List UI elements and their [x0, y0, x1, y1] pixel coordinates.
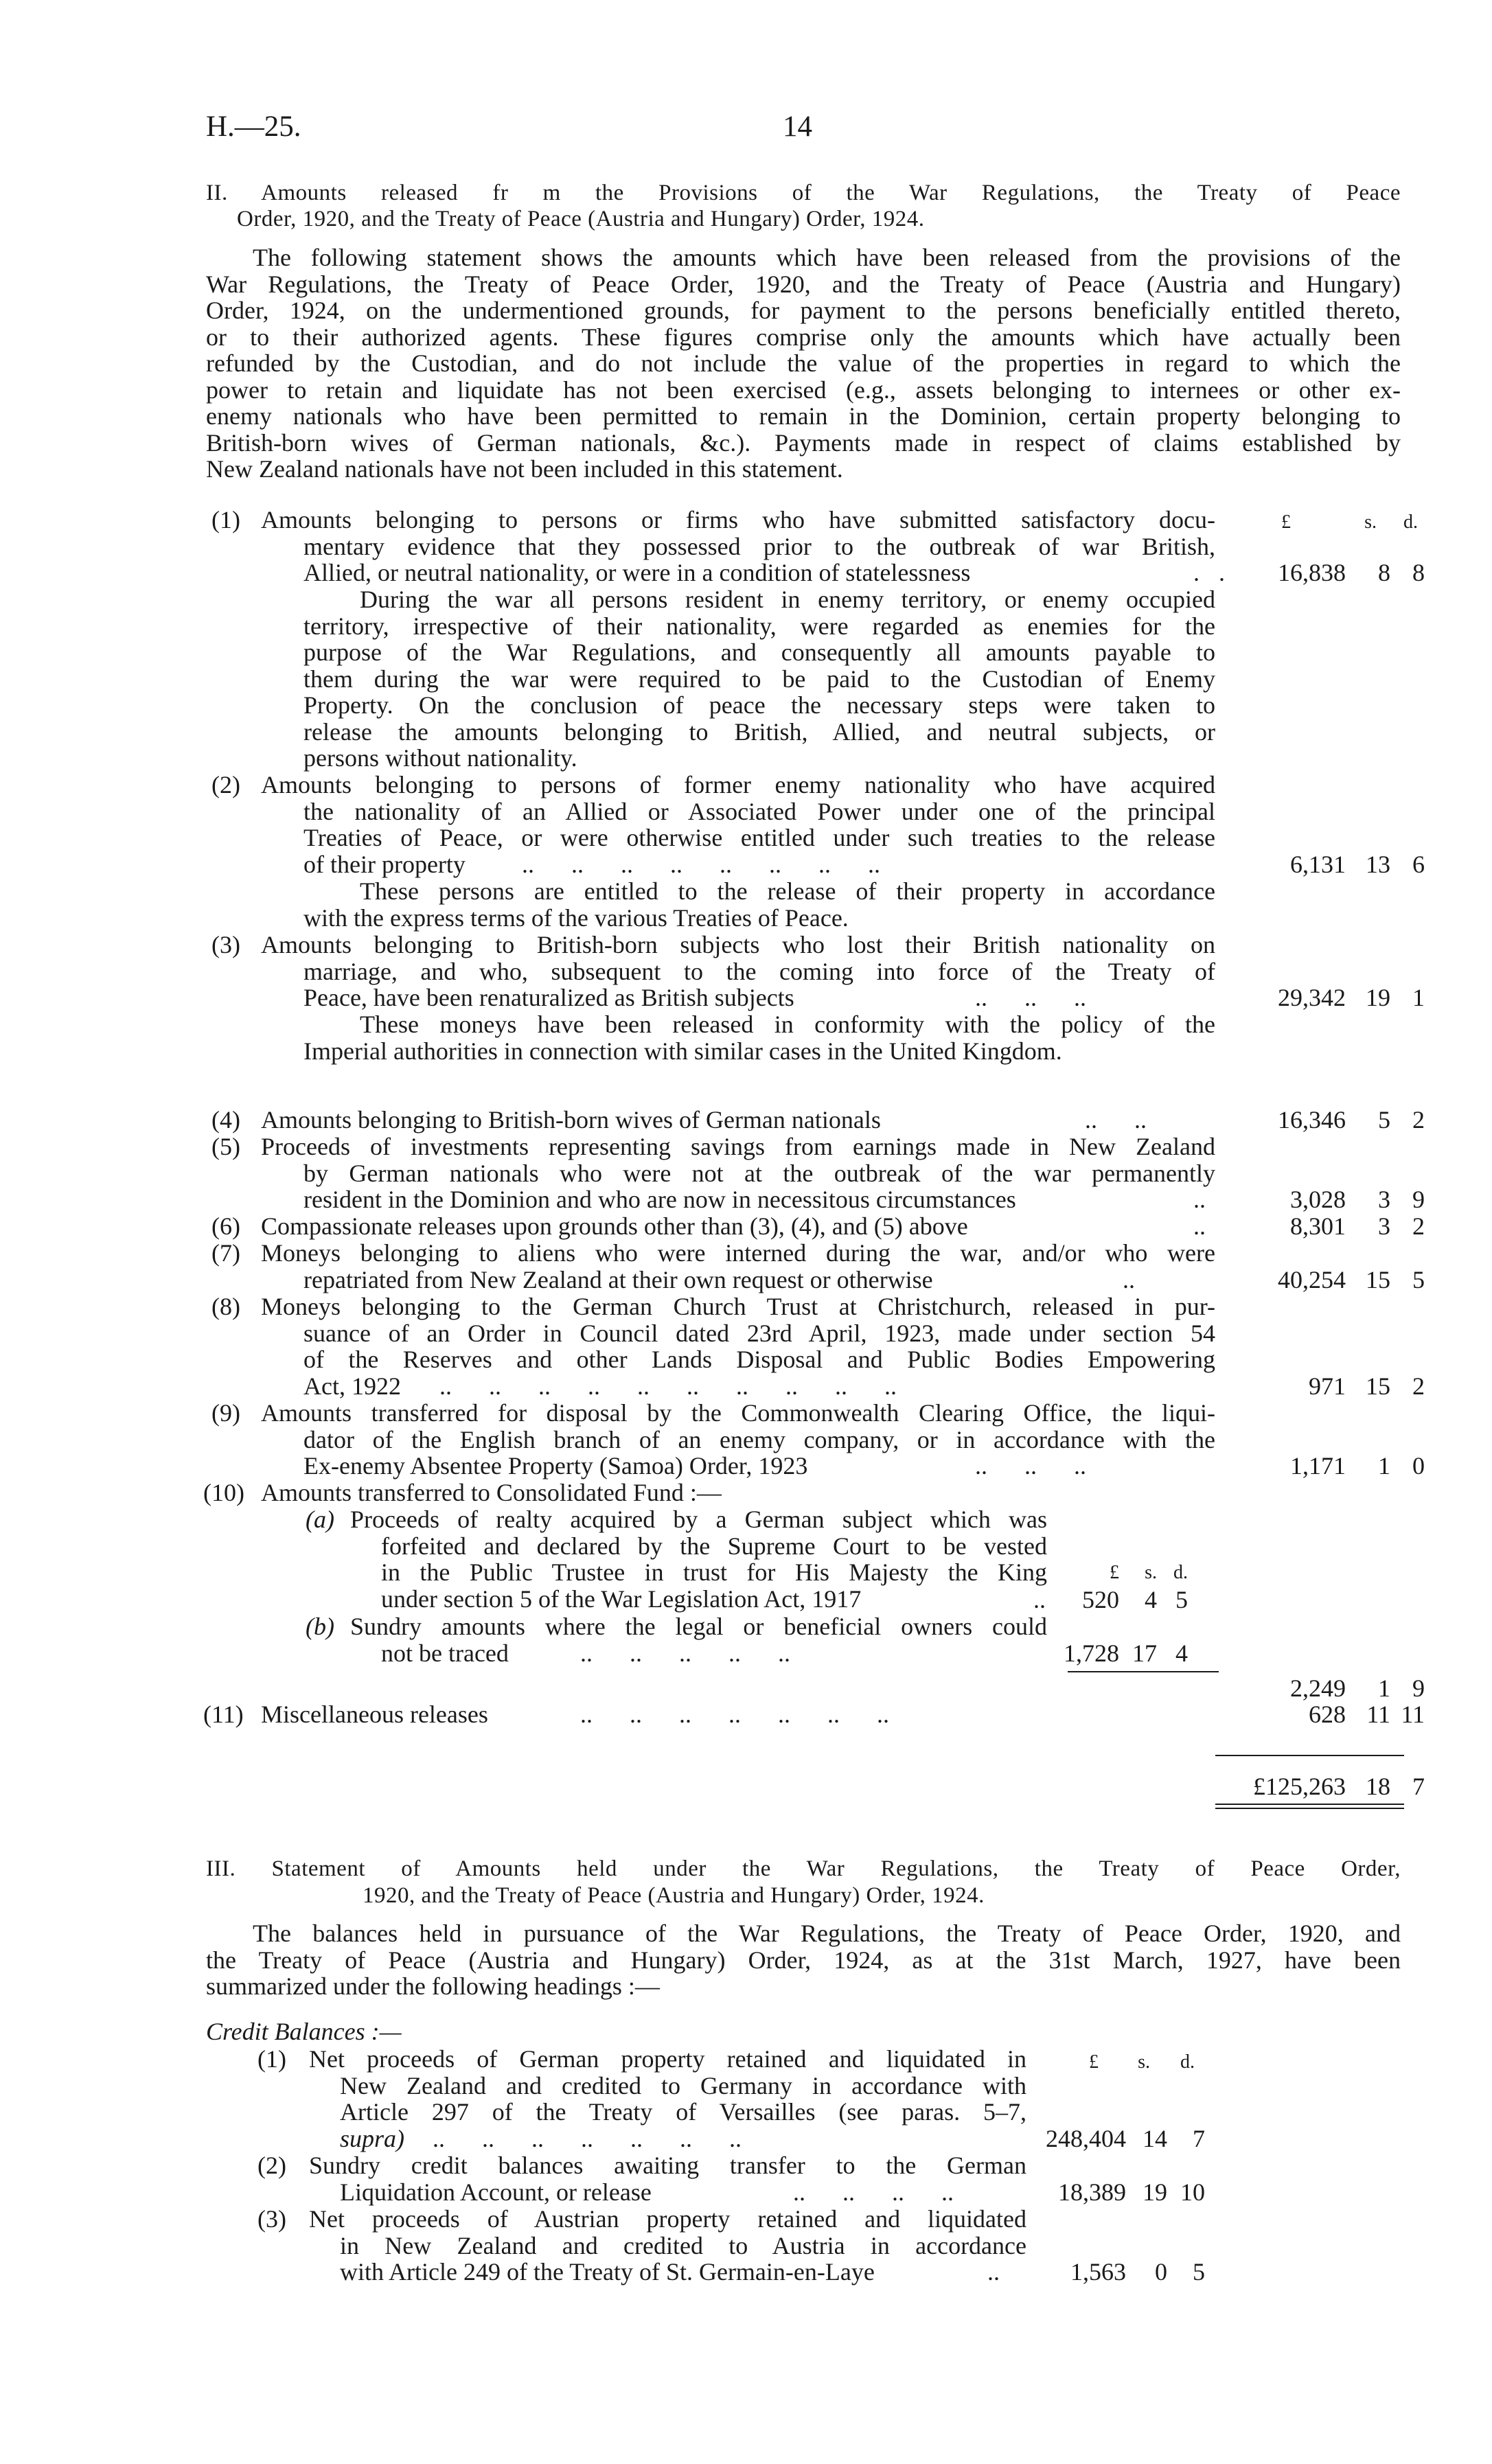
- credit-amount-pence: 10: [1180, 2178, 1205, 2206]
- credit-item-line: Net proceeds of Austrian property retained and liquidated: [309, 2205, 1026, 2233]
- intro-line: refunded by the Custodian, and do not include the value of the properties in regard to which the: [206, 349, 1401, 377]
- section-2-intro: [206, 244, 1401, 483]
- item-number: (5): [211, 1133, 240, 1160]
- credit-item-number: (2): [257, 2152, 286, 2179]
- leader-dots: ..: [1193, 559, 1244, 586]
- item-line: Amounts belonging to persons or firms who have submitted satisfactory docu-: [261, 506, 1215, 533]
- amount-pence: 5: [1412, 1266, 1425, 1293]
- note-line: These persons are entitled to the release of their property in accordance: [360, 877, 1215, 905]
- leader-dots: .. .. ..: [975, 984, 1086, 1011]
- credit-item-3-text: [309, 2206, 1026, 2285]
- item-2-note: [303, 878, 1215, 931]
- item-1-note: [303, 586, 1215, 772]
- subtotal-rule: [1068, 1671, 1219, 1672]
- item-5-text: [261, 1133, 1215, 1213]
- sub-item-line: forfeited and declared by the Supreme Court to be vested: [381, 1532, 1047, 1560]
- item-line: Treaties of Peace, or were otherwise entitled under such treaties to the release: [303, 824, 1215, 851]
- leader-dots: ..: [1123, 1266, 1135, 1293]
- sub-amount-pence: 4: [1175, 1639, 1188, 1667]
- amount-pence: 9: [1412, 1674, 1425, 1702]
- sub-amount-pence: 5: [1175, 1586, 1188, 1613]
- amount-shillings: 1: [1378, 1674, 1390, 1702]
- note-line: Property. On the conclusion of peace the necessary steps were taken to: [303, 691, 1215, 719]
- credit-amount-pounds: 18,389: [1058, 2178, 1126, 2206]
- item-line: of the Reserves and other Lands Disposal and Public Bodies Empowering: [303, 1346, 1215, 1373]
- amount-shillings: 19: [1366, 984, 1390, 1011]
- amount-pence: 1: [1412, 984, 1425, 1011]
- item-line: Ex-enemy Absentee Property (Samoa) Order, 1923: [303, 1452, 808, 1479]
- section-2-heading: II. Amounts released fr m the Provisions of the War Regulations, the Treaty of Peace: [206, 181, 1401, 205]
- credit-amount-shillings: 0: [1155, 2258, 1167, 2285]
- item-10a-text: [350, 1506, 1047, 1612]
- item-line: the nationality of an Allied or Associated Power under one of the principal: [303, 797, 1215, 825]
- item-number: (7): [211, 1239, 240, 1267]
- note-line: These moneys have been released in conformity with the policy of the: [360, 1011, 1215, 1038]
- amount-shillings: 1: [1378, 1452, 1390, 1479]
- item-line: Peace, have been renaturalized as British subjects: [303, 984, 794, 1011]
- item-line: Amounts belonging to persons of former enemy nationality who have acquired: [261, 771, 1215, 798]
- item-line: marriage, and who, subsequent to the coming into force of the Treaty of: [303, 957, 1215, 985]
- item-10-label: Amounts transferred to Consolidated Fund :—: [261, 1479, 722, 1506]
- item-line: repatriated from New Zealand at their own request or otherwise: [303, 1265, 933, 1293]
- inner-pence-unit: d.: [1173, 1562, 1188, 1583]
- credit-amount-pence: 7: [1193, 2125, 1205, 2152]
- item-number: (2): [211, 771, 240, 798]
- item-line: Amounts belonging to British-born subjects who lost their British nationality on: [261, 931, 1215, 958]
- item-line: Moneys belonging to the German Church Trust at Christchurch, released in pur-: [261, 1293, 1215, 1320]
- leader-dots: .. .. .. ..: [793, 2178, 954, 2206]
- amount-pounds: 16,346: [1278, 1106, 1346, 1133]
- section-3-heading: III. Statement of Amounts held under the War Regulations, the Treaty of Peace Order,: [206, 1856, 1401, 1881]
- total-pounds: £125,263: [1253, 1773, 1346, 1800]
- amount-pence: 8: [1412, 559, 1425, 586]
- credit-item-line: Net proceeds of German property retained and liquidated in: [309, 2045, 1026, 2073]
- note-line: territory, irrespective of their nationality, were regarded as enemies for the: [303, 612, 1215, 640]
- amount-pounds: 6,131: [1290, 851, 1346, 878]
- amount-pence: 9: [1412, 1186, 1425, 1213]
- intro-line: British-born wives of German nationals, &c.). Payments made in respect of claims established by: [206, 428, 1401, 457]
- sub-amount-shillings: 17: [1132, 1639, 1157, 1667]
- credit-item-line: in New Zealand and credited to Austria in accordance: [340, 2231, 1026, 2259]
- sub-item-b-letter: (b): [306, 1613, 334, 1640]
- amount-pounds: 40,254: [1278, 1266, 1346, 1293]
- total-rule-bottom-double: [1215, 1808, 1404, 1809]
- item-number: (4): [211, 1106, 240, 1133]
- sub-item-a-letter: (a): [306, 1506, 334, 1533]
- credit-item-line: Liquidation Account, or release: [340, 2178, 652, 2206]
- intro-line: War Regulations, the Treaty of Peace Order, 1920, and the Treaty of Peace (Austria and Hungary): [206, 270, 1401, 298]
- sub-item-letter: [306, 1613, 334, 1639]
- intro-line: The balances held in pursuance of the War Regulations, the Treaty of Peace Order, 1920, and: [253, 1920, 1401, 1947]
- item-line: Proceeds of investments representing savings from earnings made in New Zealand: [261, 1133, 1215, 1160]
- amount-pence: 2: [1412, 1372, 1425, 1400]
- credit-item-line: Sundry credit balances awaiting transfer to the German: [309, 2152, 1026, 2179]
- credit-pence-unit: d.: [1180, 2051, 1195, 2073]
- intro-line: enemy nationals who have been permitted to remain in the Dominion, certain property belonging to: [206, 402, 1401, 430]
- item-number: (8): [211, 1293, 240, 1320]
- shillings-unit-heading: s.: [1364, 511, 1377, 533]
- amount-shillings: 8: [1378, 559, 1390, 586]
- amount-shillings: 5: [1378, 1106, 1390, 1133]
- credit-amount-shillings: 14: [1143, 2125, 1167, 2152]
- item-line: dator of the English branch of an enemy company, or in accordance with the: [303, 1425, 1215, 1453]
- section-3-intro: [206, 1920, 1401, 2000]
- leader-dots: .. .. ..: [975, 1452, 1086, 1479]
- amount-pounds: 8,301: [1290, 1212, 1346, 1240]
- amount-pounds: 971: [1309, 1372, 1346, 1400]
- leader-dots: .. .. .. .. .. .. ..: [580, 1701, 889, 1728]
- item-line: mentary evidence that they possessed prior to the outbreak of war British,: [303, 532, 1215, 560]
- amount-pence: 11: [1401, 1701, 1425, 1728]
- note-line: purpose of the War Regulations, and consequently all amounts payable to: [303, 638, 1215, 666]
- note-line: During the war all persons resident in enemy territory, or enemy occupied: [360, 586, 1215, 613]
- section-3-heading-line2: 1920, and the Treaty of Peace (Austria and Hungary) Order, 1924.: [363, 1883, 985, 1908]
- sub-item-line: Sundry amounts where the legal or beneficial owners could: [350, 1613, 1047, 1640]
- credit-amount-pence: 5: [1193, 2258, 1205, 2285]
- credit-shillings-unit: s.: [1138, 2051, 1150, 2073]
- sub-amount-pounds: 1,728: [1064, 1639, 1119, 1667]
- item-line: suance of an Order in Council dated 23rd April, 1923, made under section 54: [303, 1319, 1215, 1347]
- sub-item-line: not be traced: [381, 1639, 509, 1667]
- total-rule-bottom: [1215, 1804, 1404, 1805]
- item-number: (9): [211, 1399, 240, 1427]
- item-1-text: [261, 507, 1215, 586]
- intro-line: The following statement shows the amounts which have been released from the provisions of the: [253, 244, 1401, 271]
- note-line: Imperial authorities in connection with similar cases in the United Kingdom.: [303, 1037, 1062, 1065]
- item-3-note: [303, 1011, 1215, 1064]
- leader-dots: ..: [1193, 1186, 1206, 1213]
- sub-item-letter: [306, 1506, 334, 1532]
- inner-pounds-unit: £: [1110, 1562, 1119, 1583]
- amount-shillings: 3: [1378, 1212, 1390, 1240]
- amount-pounds: 1,171: [1290, 1452, 1346, 1479]
- total-shillings: 18: [1366, 1773, 1390, 1800]
- item-number: (11): [203, 1701, 244, 1728]
- intro-line: Order, 1924, on the undermentioned grounds, for payment to the persons beneficially entitled thereto,: [206, 297, 1401, 324]
- sub-amount-shillings: 4: [1145, 1586, 1157, 1613]
- credit-item-line: supra): [340, 2124, 405, 2152]
- leader-dots: ..: [987, 2258, 1000, 2285]
- leader-dots: ..: [1193, 1212, 1206, 1240]
- pence-unit-heading: d.: [1403, 511, 1418, 533]
- credit-item-line: Article 297 of the Treaty of Versailles (see paras. 5–7,: [340, 2098, 1026, 2126]
- note-line: with the express terms of the various Treaties of Peace.: [303, 903, 849, 932]
- credit-amount-pounds: 1,563: [1070, 2258, 1126, 2285]
- amount-shillings: 11: [1366, 1701, 1390, 1728]
- item-7-text: [261, 1240, 1215, 1293]
- section-2-heading-line2: Order, 1920, and the Treaty of Peace (Austria and Hungary) Order, 1924.: [237, 207, 925, 231]
- credit-item-number: (3): [257, 2205, 286, 2233]
- sub-amount-pounds: 520: [1082, 1586, 1119, 1613]
- item-line: of their property: [303, 850, 466, 878]
- sub-item-line: under section 5 of the War Legislation Act, 1917: [381, 1585, 862, 1613]
- amount-pence: 2: [1412, 1212, 1425, 1240]
- sub-item-line: in the Public Trustee in trust for His Majesty the King: [381, 1558, 1047, 1586]
- credit-item-number: (1): [257, 2045, 286, 2073]
- item-number: (10): [203, 1479, 244, 1506]
- page-ref: H.—25.: [206, 111, 301, 143]
- amount-pence: 2: [1412, 1106, 1425, 1133]
- amount-shillings: 15: [1366, 1372, 1390, 1400]
- credit-item-line: with Article 249 of the Treaty of St. Germain-en-Laye: [340, 2258, 875, 2285]
- leader-dots: .. .. .. .. .. .. .. .. .. ..: [439, 1372, 897, 1400]
- inner-shillings-unit: s.: [1145, 1562, 1157, 1583]
- credit-amount-shillings: 19: [1143, 2178, 1167, 2206]
- total-pence: 7: [1412, 1773, 1425, 1800]
- amount-pounds: 3,028: [1290, 1186, 1346, 1213]
- leader-dots: .. .. .. .. .. .. ..: [433, 2125, 742, 2152]
- leader-dots: .. .. .. .. .. .. .. ..: [522, 851, 880, 878]
- pounds-unit-heading: £: [1281, 511, 1291, 533]
- leader-dots: .. ..: [1085, 1106, 1147, 1133]
- amount-shillings: 13: [1366, 851, 1390, 878]
- item-number: (3): [211, 931, 240, 958]
- intro-line: the Treaty of Peace (Austria and Hungary) Order, 1924, as at the 31st March, 1927, have been: [206, 1946, 1401, 1974]
- item-6-text: Compassionate releases upon grounds other than (3), (4), and (5) above: [261, 1212, 968, 1240]
- item-number: (1): [211, 506, 240, 533]
- intro-line: or to their authorized agents. These figures comprise only the amounts which have actually been: [206, 323, 1401, 351]
- leader-dots: ..: [1033, 1586, 1046, 1613]
- amount-pounds: 29,342: [1278, 984, 1346, 1011]
- total-rule-top: [1215, 1755, 1404, 1756]
- credit-pounds-unit: £: [1089, 2051, 1099, 2073]
- item-4-text: Amounts belonging to British-born wives of German nationals: [261, 1106, 881, 1133]
- amount-pounds: 16,838: [1278, 559, 1346, 586]
- amount-pence: 0: [1412, 1452, 1425, 1479]
- item-11-label: Miscellaneous releases: [261, 1701, 488, 1728]
- item-line: Amounts transferred for disposal by the Commonwealth Clearing Office, the liqui-: [261, 1399, 1215, 1427]
- credit-item-line: New Zealand and credited to Germany in accordance with: [340, 2071, 1026, 2099]
- page-number: 14: [783, 111, 812, 143]
- amount-shillings: 3: [1378, 1186, 1390, 1213]
- intro-line: summarized under the following headings :—: [206, 1972, 660, 2000]
- item-number: (6): [211, 1212, 240, 1240]
- amount-pounds: 2,249: [1290, 1674, 1346, 1702]
- note-line: them during the war were required to be paid to the Custodian of Enemy: [303, 665, 1215, 693]
- item-line: Act, 1922: [303, 1372, 401, 1400]
- item-line: resident in the Dominion and who are now in necessitous circumstances: [303, 1186, 1016, 1213]
- credit-balances-heading: Credit Balances :—: [206, 2018, 402, 2045]
- note-line: release the amounts belonging to British, Allied, and neutral subjects, or: [303, 717, 1215, 746]
- leader-dots: .. .. .. .. ..: [580, 1639, 790, 1667]
- sub-item-line: Proceeds of realty acquired by a German subject which was: [350, 1506, 1047, 1533]
- intro-line: power to retain and liquidate has not been exercised (e.g., assets belonging to internees or other ex-: [206, 376, 1401, 404]
- amount-pounds: 628: [1309, 1701, 1346, 1728]
- note-line: persons without nationality.: [303, 744, 577, 772]
- amount-pence: 6: [1412, 851, 1425, 878]
- item-line: Allied, or neutral nationality, or were in a condition of statelessness: [303, 559, 971, 586]
- item-line: by German nationals who were not at the outbreak of the war permanently: [303, 1159, 1215, 1187]
- credit-amount-pounds: 248,404: [1046, 2125, 1126, 2152]
- intro-line: New Zealand nationals have not been included in this statement.: [206, 455, 843, 483]
- item-line: Moneys belonging to aliens who were interned during the war, and/or who were: [261, 1239, 1215, 1267]
- amount-shillings: 15: [1366, 1266, 1390, 1293]
